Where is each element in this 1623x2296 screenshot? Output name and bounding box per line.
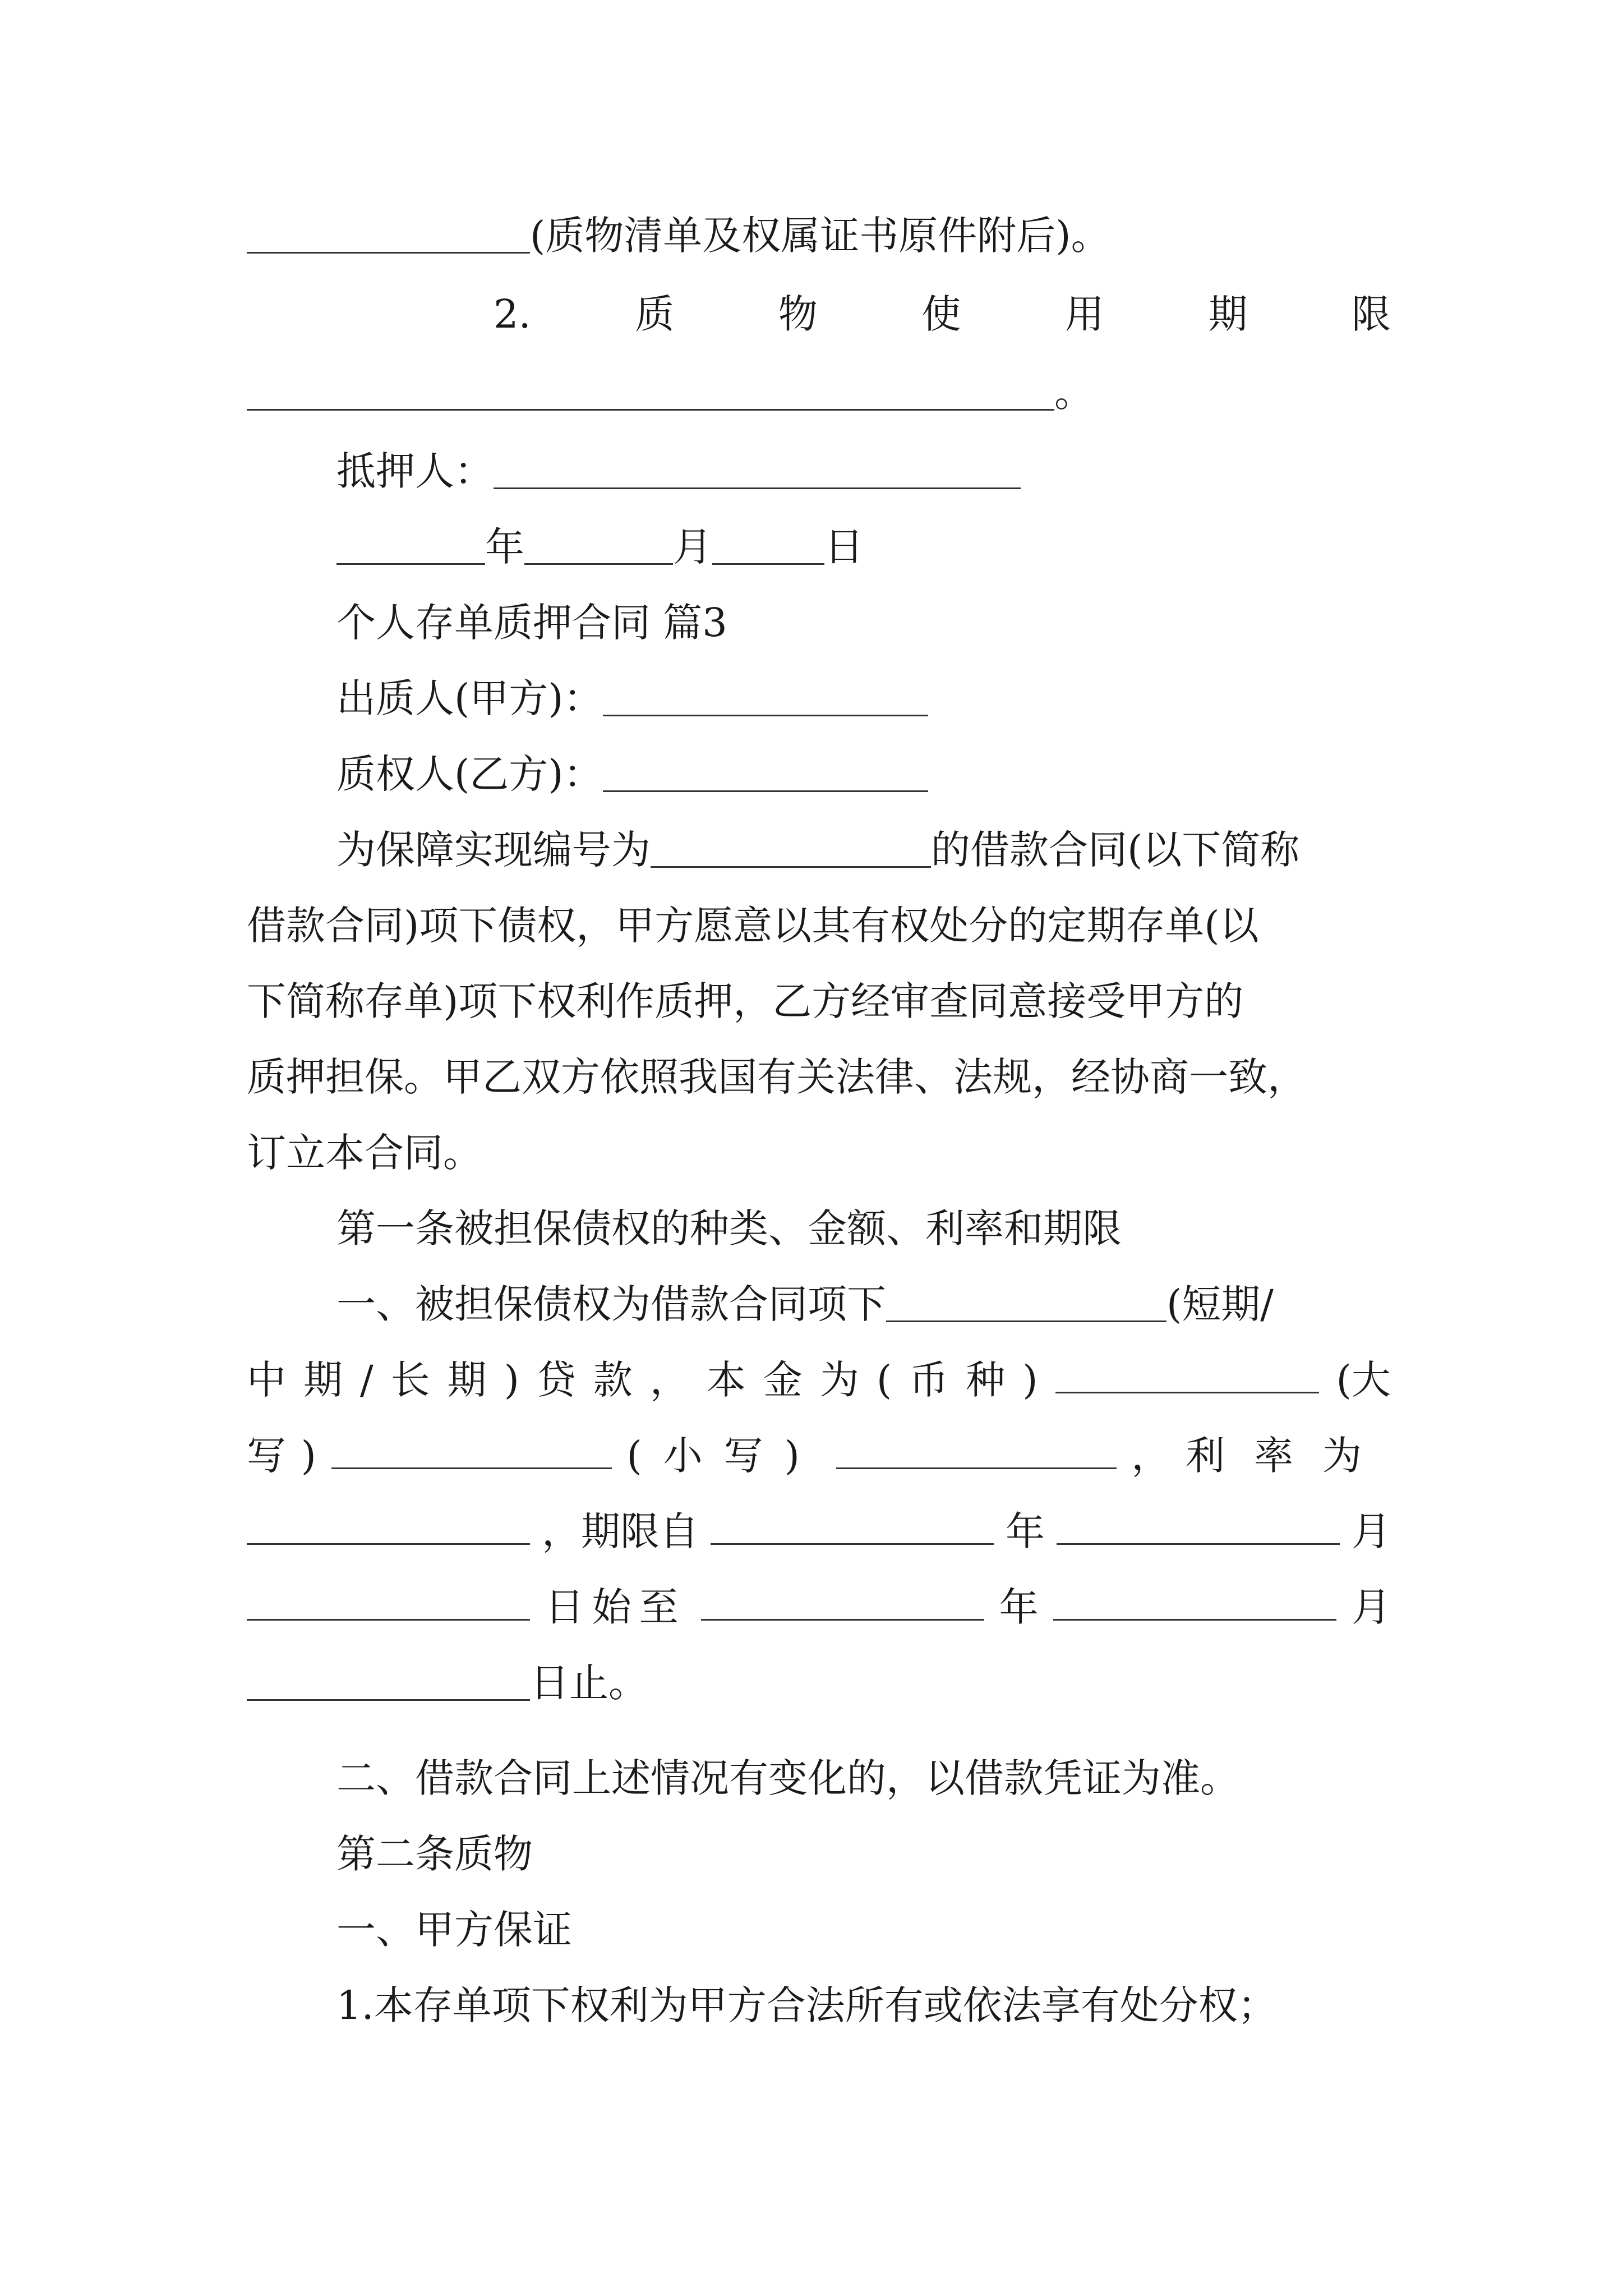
para1-prefix: 为保障实现编号为 <box>336 827 651 873</box>
day-blank <box>712 524 824 565</box>
article2-sub1: 一、甲方保证 <box>336 1907 572 1953</box>
a1-char: 金 <box>763 1357 803 1403</box>
article1-line1 <box>336 1276 1391 1332</box>
a1-char: ) <box>504 1357 519 1403</box>
usage-char: 用 <box>1064 291 1104 337</box>
month-blank <box>524 524 673 565</box>
para1-line4: 质押担保。甲乙双方依照我国有关法律、法规，经协商一致， <box>247 1054 1307 1100</box>
a1-char: ( <box>876 1357 892 1403</box>
a1-l6-suffix: 日止。 <box>530 1660 648 1706</box>
loan-type-blank <box>886 1281 1166 1322</box>
article1-line5 <box>247 1579 1391 1635</box>
article1-line3 <box>247 1428 1391 1484</box>
end-year-blank <box>701 1580 984 1621</box>
pledge-list-line <box>247 208 1391 264</box>
para1-line1 <box>336 822 1391 878</box>
article1-item2: 二、借款合同上述情况有变化的，以借款凭证为准。 <box>336 1755 1239 1801</box>
article1-line6 <box>247 1655 1391 1711</box>
pledge-list-note: (质物清单及权属证书原件附后)。 <box>530 213 1110 259</box>
para1-line2: 借款合同)项下债权，甲方愿意以其有权处分的定期存单(以 <box>247 903 1259 949</box>
a1-char: 种 <box>966 1357 1006 1403</box>
a1-l3-c: (小写) <box>626 1433 821 1479</box>
party-b-label: 质权人(乙方)： <box>336 751 603 797</box>
start-year-blank <box>711 1504 994 1545</box>
currency-blank <box>1055 1352 1319 1393</box>
usage-char: 使 <box>921 291 961 337</box>
item-number: 2. <box>494 291 531 337</box>
a1-char: 长 <box>390 1357 430 1403</box>
a1-char: 款 <box>593 1357 633 1403</box>
pledgor-blank <box>494 448 1021 489</box>
para1-line5: 订立本合同。 <box>247 1130 482 1176</box>
article1-title: 第一条被担保债权的种类、金额、利率和期限 <box>336 1205 1122 1251</box>
amount-words-blank <box>331 1428 612 1469</box>
party-a-label: 出质人(甲方)： <box>336 675 603 721</box>
a1-char: 本 <box>706 1357 746 1403</box>
article1-line2 <box>247 1352 1391 1408</box>
a1-l3-d: ， <box>1131 1433 1171 1479</box>
a1-char: 期 <box>447 1357 487 1403</box>
contract-number-blank <box>651 827 931 868</box>
a1-char: 币 <box>909 1357 949 1403</box>
a1-char: ， <box>649 1357 689 1403</box>
usage-term-line <box>494 286 1391 342</box>
period-mark: 。 <box>1054 370 1094 416</box>
para1-suffix: 的借款合同(以下简称 <box>931 827 1300 873</box>
a1-char: 期 <box>303 1357 343 1403</box>
amount-digits-blank <box>836 1428 1117 1469</box>
start-month-blank <box>1057 1504 1340 1545</box>
month-label: 月 <box>673 524 712 570</box>
a1-char: 为 <box>819 1357 859 1403</box>
blank-field <box>247 213 530 254</box>
a1-l3-e: 利率为 <box>1185 1433 1391 1479</box>
end-day-blank <box>247 1660 530 1701</box>
usage-char: 物 <box>778 291 818 337</box>
end-month-blank <box>1053 1580 1336 1621</box>
party-b-blank <box>603 751 928 792</box>
date-line <box>336 519 1391 575</box>
a1-l5-a: 日始至 <box>545 1584 686 1630</box>
pledgor-label: 抵押人： <box>336 448 494 494</box>
usage-term-blank-line <box>247 365 1391 421</box>
a1-l5-year: 年 <box>999 1584 1039 1630</box>
a1-char: / <box>360 1357 374 1403</box>
year-label: 年 <box>485 524 524 570</box>
usage-char: 限 <box>1351 291 1391 337</box>
article2-title: 第二条质物 <box>336 1831 533 1877</box>
a1-l4-year: 年 <box>1006 1508 1045 1554</box>
a1-suffix: (短期/ <box>1166 1281 1274 1327</box>
a1-char: 贷 <box>536 1357 576 1403</box>
year-blank <box>336 524 485 565</box>
a1-l4-month: 月 <box>1352 1508 1391 1554</box>
contract-heading: 个人存单质押合同 篇3 <box>336 600 727 646</box>
usage-char: 期 <box>1208 291 1248 337</box>
usage-char: 质 <box>635 291 675 337</box>
pledgor-line <box>336 443 1391 499</box>
party-a-line <box>336 670 1391 726</box>
party-a-blank <box>603 675 928 716</box>
a1-char: 中 <box>247 1357 286 1403</box>
a1-prefix: 一、被担保债权为借款合同项下 <box>336 1281 886 1327</box>
day-label: 日 <box>824 524 864 570</box>
rate-blank <box>247 1504 530 1545</box>
a1-l5-month: 月 <box>1351 1584 1391 1630</box>
blank-field <box>247 370 1054 411</box>
a1-tail: (大 <box>1336 1357 1391 1403</box>
article2-item1: 1.本存单项下权利为甲方合法所有或依法享有处分权； <box>336 1982 1277 2028</box>
para1-line3: 下简称存单)项下权利作质押，乙方经审查同意接受甲方的 <box>247 978 1244 1024</box>
a1-l4-mid: ，期限自 <box>542 1508 699 1554</box>
party-b-line <box>336 746 1391 802</box>
a1-char: ) <box>1022 1357 1038 1403</box>
start-day-blank <box>247 1580 530 1621</box>
a1-l3-a: 写 <box>247 1433 286 1479</box>
article1-line4 <box>247 1503 1391 1559</box>
a1-l3-b: ) <box>301 1433 316 1479</box>
